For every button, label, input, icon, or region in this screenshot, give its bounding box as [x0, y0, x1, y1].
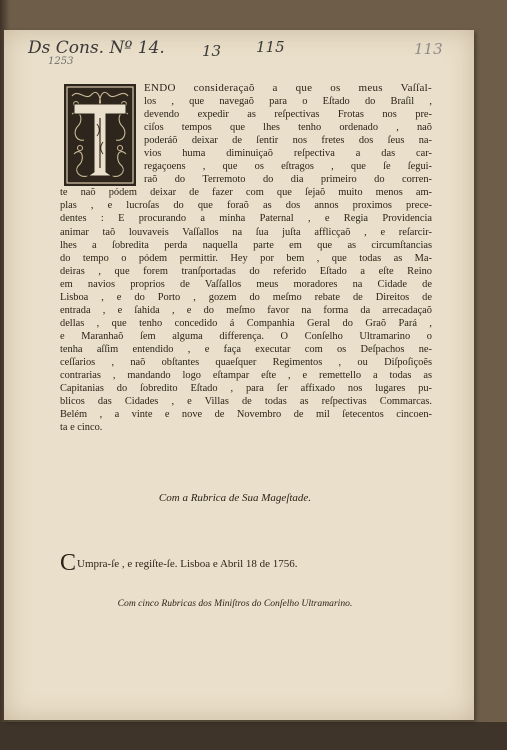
- text-line: Lisboa , e do Porto , gozem do meſmo rebate de Direitos de: [60, 291, 432, 303]
- decree-body: [60, 82, 432, 434]
- text-line: entrada , e ſahida , e do meſmo favor na forma da arrecadaçaõ: [60, 304, 432, 316]
- text-line: dentes : E procurando a minha Paternal , e Regia Providencia: [60, 213, 432, 225]
- text-line: ceſſarios , naõ obſtantes quaeſquer Regimentos , ou Diſpoſiçoẽs: [60, 356, 432, 368]
- annotation-middle: 13: [202, 42, 222, 60]
- text-line: tenha aſſim entendido , e faça executar com os Deſpachos ne-: [60, 343, 432, 355]
- text-line: lhes a ſobredita perda naquella parte em que as circumſtancias: [60, 239, 432, 251]
- text-line: animar taõ louvaveis Vaſſallos na ſua juſta afflicçaõ , e reſarcir-: [60, 226, 432, 238]
- decree-text: Umpra-ſe , e regiſte-ſe. Lisboa e Abril 18 de 1756.: [77, 558, 298, 570]
- text-line: contrarias , mandando logo eſtampar eſte , e remettello a todas as: [60, 370, 432, 382]
- text-line: deiras , que forem tranſportadas do referido Eſtado a eſte Reino: [60, 265, 432, 277]
- text-line: ta e cinco.: [60, 422, 103, 434]
- text-line: em navios proprios de Vaſſallos meus moradores na Cidade de: [60, 278, 432, 290]
- decree-initial: C: [60, 550, 77, 576]
- scan-bottom-band: [0, 722, 507, 750]
- annotation-center: 115: [256, 38, 285, 56]
- text-line: ciſos tempos que lhes tenho ordenado , naõ: [144, 122, 432, 134]
- text-line: raõ do Terremoto do dia primeiro do corren-: [144, 174, 432, 186]
- cumpra-se-line: [60, 550, 440, 577]
- text-line: e Maranhaõ ſem alguma differença. O Conſelho Ultramarino o: [60, 330, 432, 342]
- annotation-top-left: Ds Cons. Nº 14.: [28, 38, 165, 58]
- text-line: devendo expedir as reſpectivas Frotas nos pre-: [144, 109, 432, 121]
- text-line: regaçoens , que os eſtragos , que ſe ſegui-: [144, 161, 432, 173]
- text-line: blicos das Cidades , e Villas de todas as reſpectivas Commarcas.: [60, 396, 432, 408]
- text-line: Belém , a vinte e nove de Novembro de mil ſetecentos cincoen-: [60, 409, 432, 421]
- text-line: dellas , que tenho concedido á Companhia Geral do Graõ Pará ,: [60, 317, 432, 329]
- text-line: poderáõ deixar de ſentir nos fretes dos ſeus na-: [144, 135, 432, 147]
- text-line: plas , e lucroſas do que foraõ as dos annos proximos prece-: [60, 200, 432, 212]
- text-line: vios huma diminuiçaõ reſpectiva a das car-: [144, 148, 432, 160]
- text-line: los , que navegaõ para o Eſtado do Braſil ,: [144, 96, 432, 108]
- decree-first-line: ENDO consideraçaõ a que os meus Vaſſal-: [144, 82, 432, 94]
- text-line: do tempo o pódem permittir. Hey por bem , que todas as Ma-: [60, 252, 432, 264]
- ministers-rubric-line: Com cinco Rubricas dos Miniſtros do Conſelho Ultramarino.: [117, 598, 353, 609]
- annotation-right: 113: [414, 40, 443, 58]
- royal-rubric-line: Com a Rubrica de Sua Mageſtade.: [158, 492, 312, 504]
- text-line: Capitanias do ſobredito Eſtado , para ſer affixado nos lugares pu-: [60, 383, 432, 395]
- annotation-top-left-sub: 1253: [48, 56, 74, 67]
- text-line: te naõ pódem deixar de fazer com que ſejaõ muito menos am-: [60, 187, 432, 199]
